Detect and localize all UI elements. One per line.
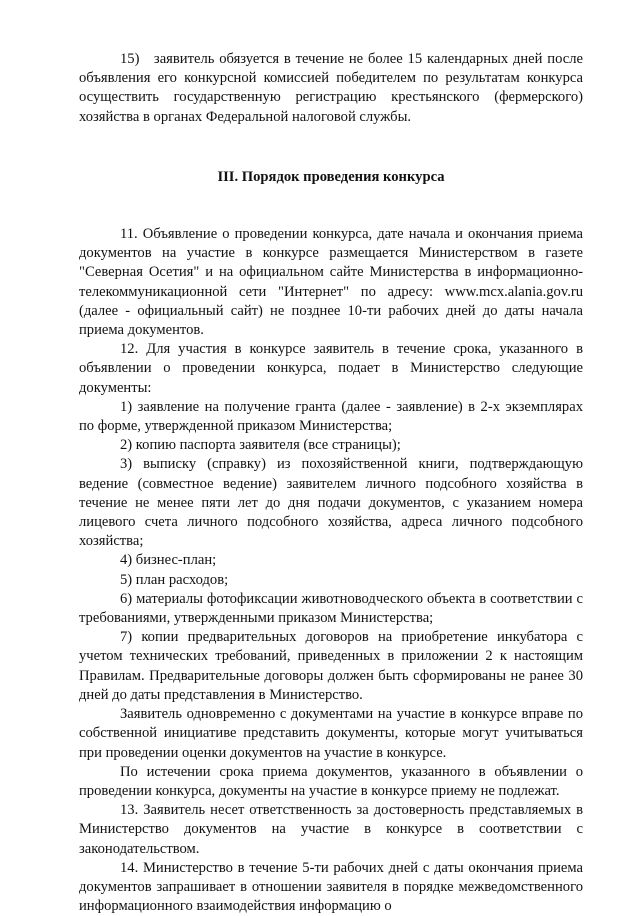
paragraph-12: 12. Для участия в конкурсе заявитель в течение срока, указанного в объявлении о проведении конкурса, подает в Министерство следующие документы: <box>79 341 583 396</box>
paragraph-13: 13. Заявитель несет ответственность за достоверность представляемых в Министерство документов на участие в конкурсе в соответствии с законодательством. <box>79 802 583 857</box>
section-heading: III. Порядок проведения конкурса <box>217 168 445 185</box>
list-item-4: 4) бизнес-план; <box>120 552 217 569</box>
paragraph-14: 14. Министерство в течение 5-ти рабочих дней с даты окончания приема документов запрашивает в отношении заявителя в порядке межведомственного информационного взаимодействия информацию о <box>79 859 583 915</box>
paragraph-voluntary-documents: Заявитель одновременно с документами на участие в конкурсе вправе по собственной инициативе представить документы, которые могут учитываться при проведении оценки документов на участие в конкурсе. <box>79 706 583 761</box>
paragraph-11: 11. Объявление о проведении конкурса, дате начала и окончания приема документов на участие в конкурсе размещается Министерством в газете "Северная Осетия" и на официальном сайте Министерства в информационно-телекоммуникационной сети "Интернет" по адресу: www.mcx.alania.gov.ru (далее - официальный сайт) не позднее 10-ти рабочих дней до даты начала приема документов. <box>79 226 583 339</box>
list-item-3: 3) выписку (справку) из похозяйственной книги, подтверждающую ведение (совместное ведение) заявителем личного подсобного хозяйства в течение не менее пяти лет до дня подачи документов, с указанием номера лицевого счета личного подсобного хозяйства, адреса личного подсобного хозяйства; <box>79 456 583 550</box>
paragraph-deadline: По истечении срока приема документов, указанного в объявлении о проведении конкурса, документы на участие в конкурсе приему не подлежат. <box>79 763 583 799</box>
paragraph-15: 15) заявитель обязуется в течение не более 15 календарных дней после объявления его конкурсной комиссией победителем по результатам конкурса осуществить государственную регистрацию крестьянского (фермерского) хозяйства в органах Федеральной налоговой службы. <box>79 51 583 125</box>
list-item-1: 1) заявление на получение гранта (далее - заявление) в 2-х экземплярах по форме, утвержденной приказом Министерства; <box>79 398 583 435</box>
document-page <box>79 50 583 916</box>
list-item-2: 2) копию паспорта заявителя (все страницы); <box>120 437 401 454</box>
list-item-7: 7) копии предварительных договоров на приобретение инкубатора с учетом технических требований, приведенных в приложении 2 к настоящим Правилам. Предварительные договоры должен быть сформированы не ранее 30 дней до даты представления в Министерство. <box>79 629 583 703</box>
list-item-6: 6) материалы фотофиксации животноводческого объекта в соответствии с требованиями, утвержденными приказом Министерства; <box>79 590 583 627</box>
list-item-5: 5) план расходов; <box>120 571 229 588</box>
